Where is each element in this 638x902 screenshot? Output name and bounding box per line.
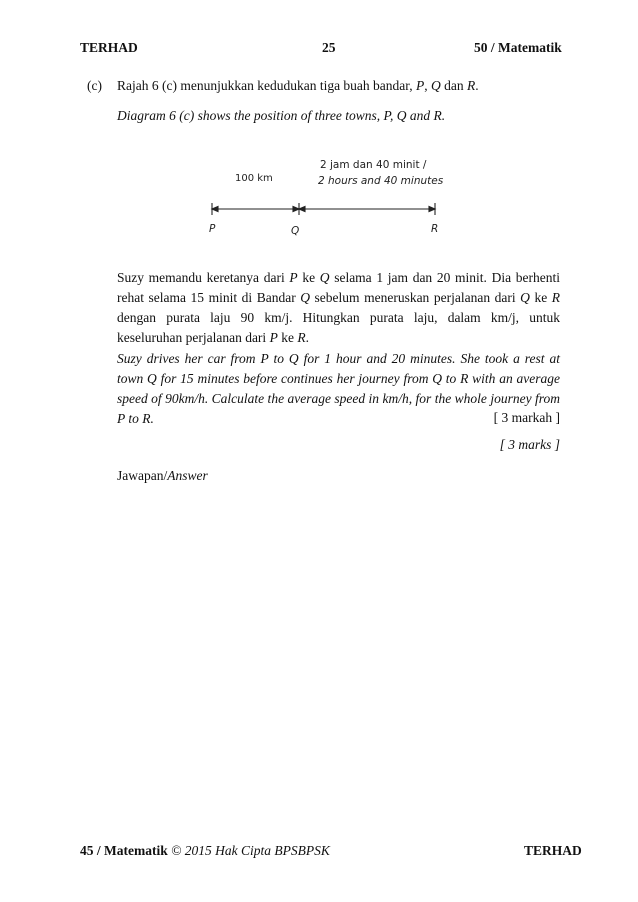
point-q-label: Q [291, 225, 300, 237]
marks-english: [ 3 marks ] [499, 437, 560, 452]
header-subject: 50 / Matematik [474, 40, 562, 55]
problem-text-malay: Suzy memandu keretanya dari P ke Q selama 1 jam dan 20 minit. Dia berhenti rehat selama 15 minit di Bandar Q sebelum meneruskan perjalanan dari Q ke R dengan purata laju 90 km/j. Hitungkan purata laju, dalam km/j, untuk keseluruhan perjalanan dari P ke R. [117, 270, 561, 345]
header-left: TERHAD [80, 40, 138, 55]
marks-malay: [ 3 markah ] [493, 410, 560, 425]
question-intro-english: Diagram 6 (c) shows the position of three towns, P, Q and R. [117, 108, 446, 123]
answer-label: Jawapan/Answer [117, 468, 208, 483]
point-r-label: R [431, 223, 439, 235]
distance-diagram [190, 150, 470, 245]
line-p-q [212, 207, 299, 212]
footer-classification: TERHAD [524, 843, 582, 858]
label-qr-time-english: 2 hours and 40 minutes [318, 175, 444, 187]
page-number: 25 [322, 40, 336, 55]
problem-text-english: Suzy drives her car from P to Q for 1 hour and 20 minutes. She took a rest at town Q for 15 minutes before continues her journey from Q to R with an average speed of 90km/h. Calculate the average speed in km/h, for the whole journey from P to R. [117, 351, 560, 426]
question-label: (c) [87, 78, 102, 93]
question-intro-malay: Rajah 6 (c) menunjukkan kedudukan tiga buah bandar, P, Q dan R. [117, 78, 479, 93]
label-pq-distance: 100 km [235, 173, 273, 184]
point-p-label: P [209, 223, 216, 235]
label-qr-time-malay: 2 jam dan 40 minit / [320, 159, 427, 171]
line-q-r [299, 207, 435, 212]
footer-copyright: 45 / Matematik © 2015 Hak Cipta BPSBPSK [80, 843, 330, 858]
